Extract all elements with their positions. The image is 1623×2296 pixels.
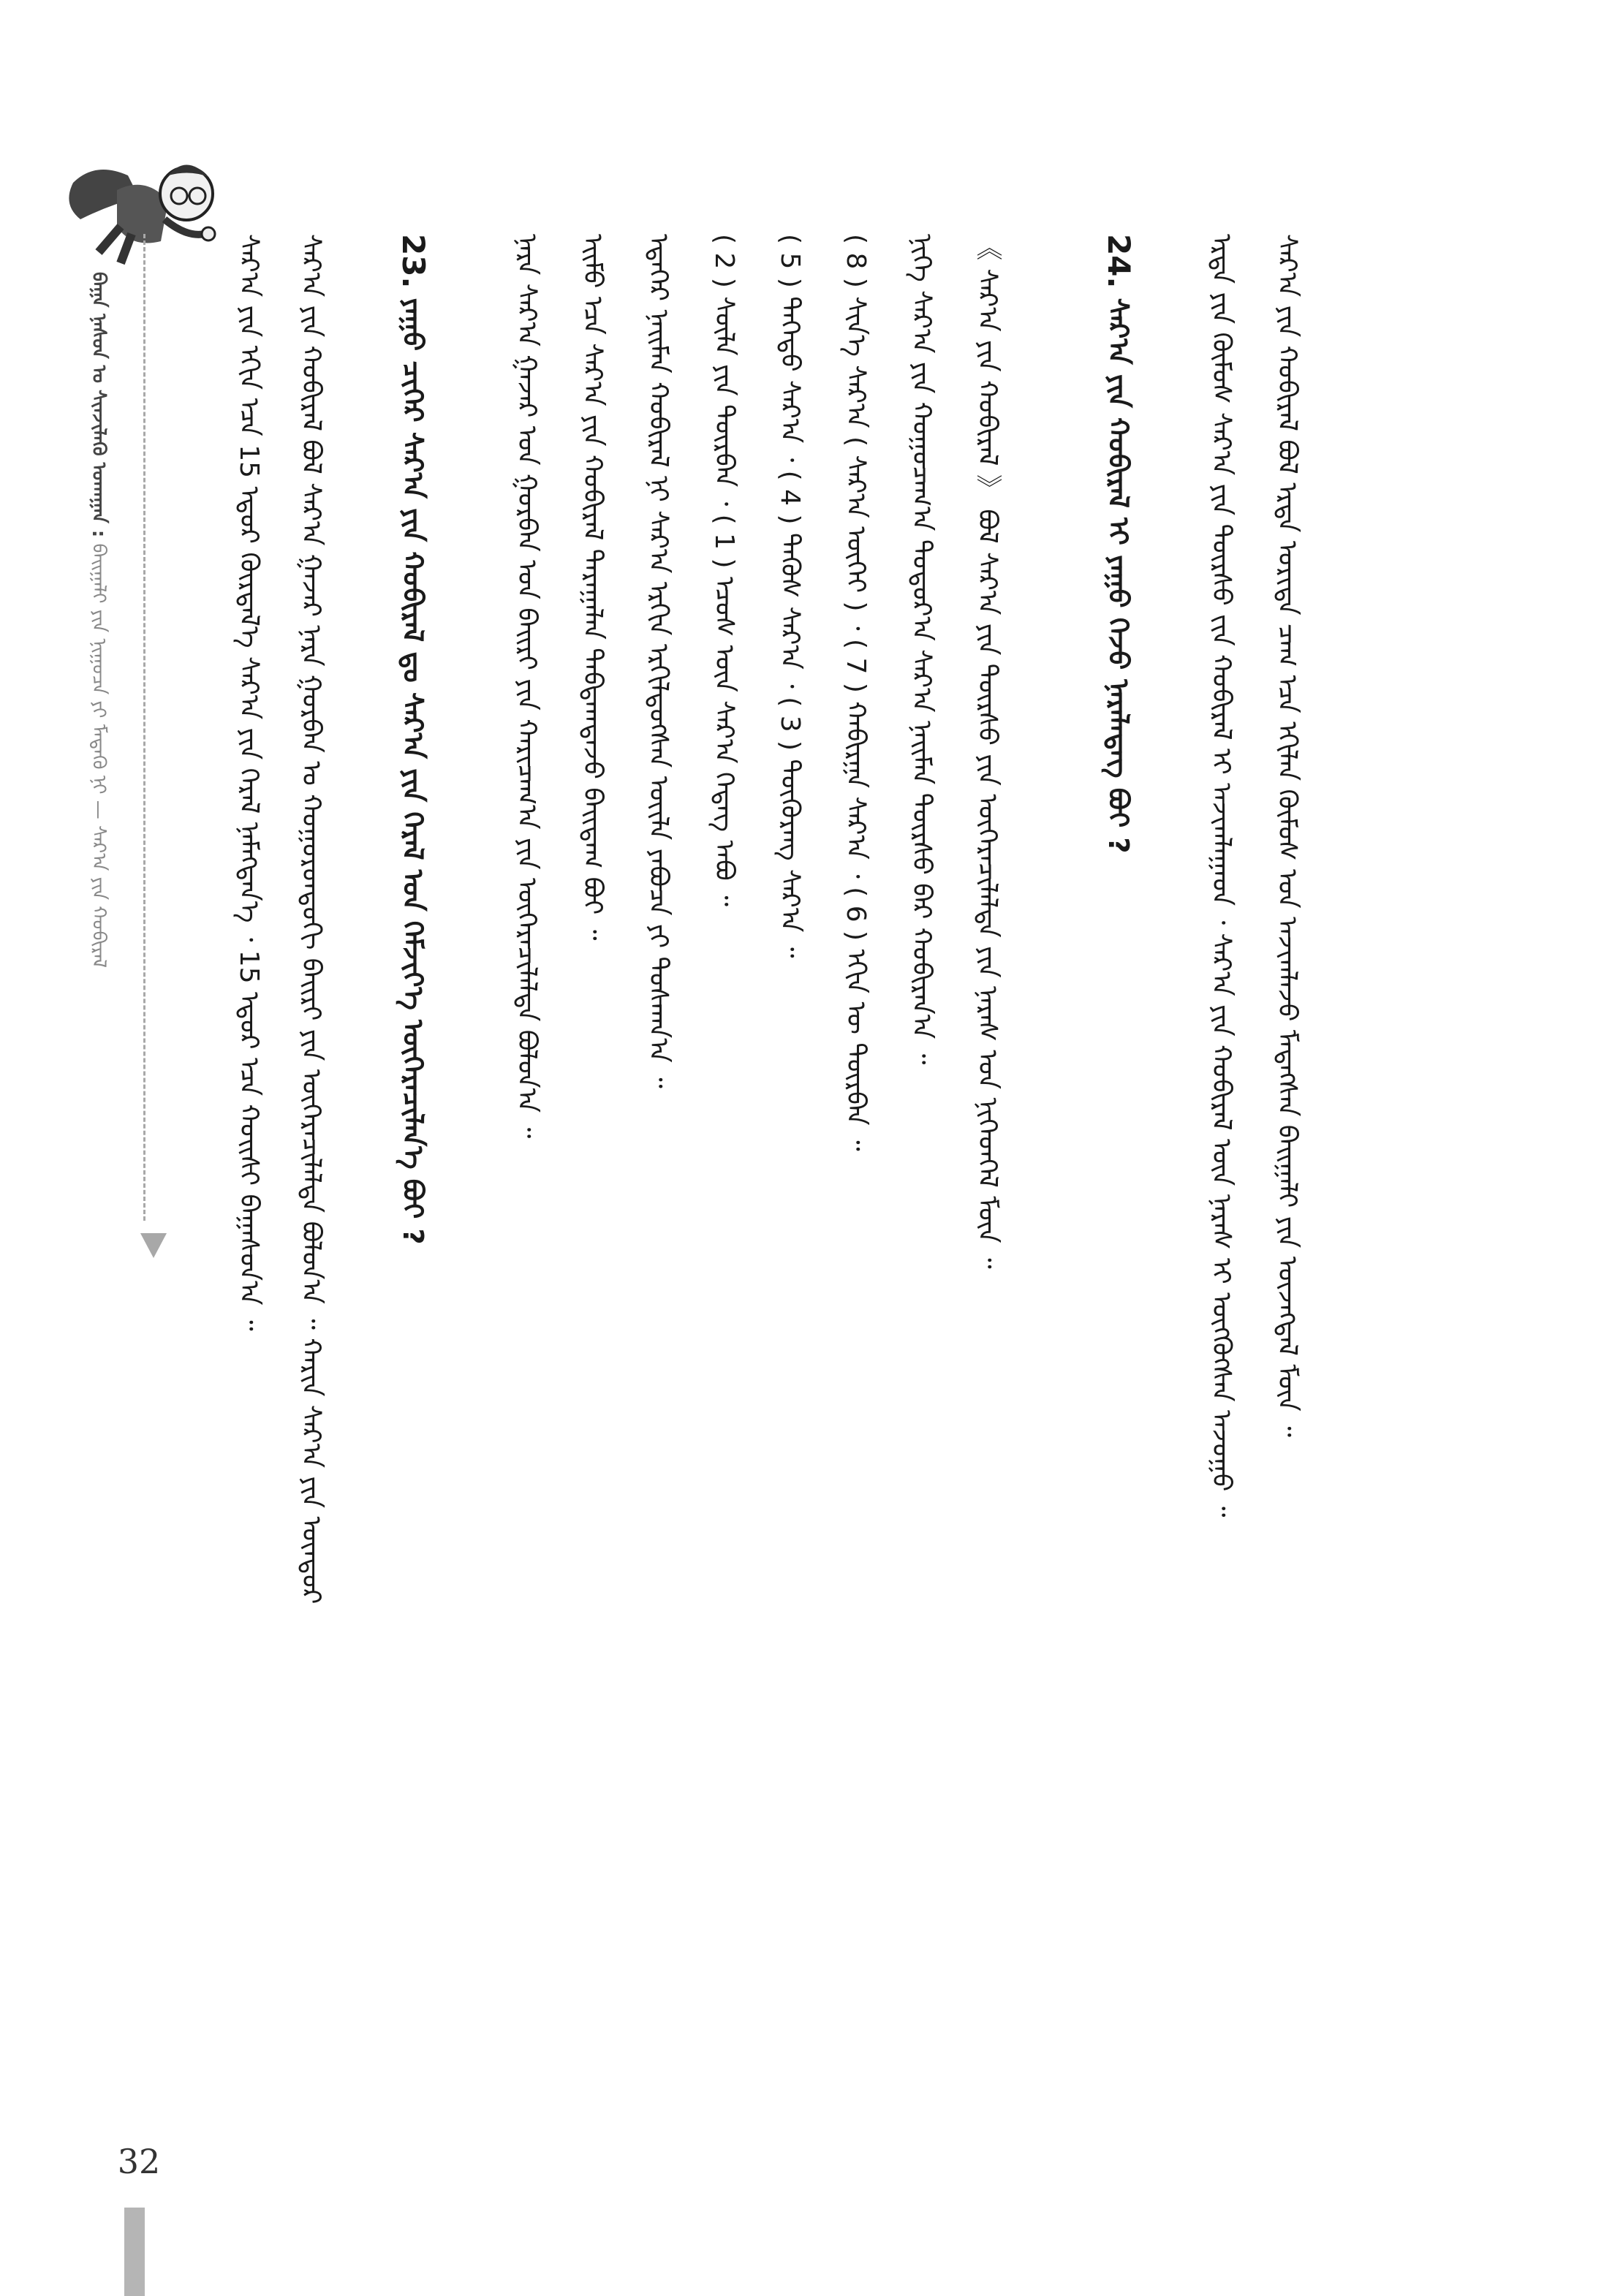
question-23	[391, 234, 435, 2281]
page-edge-tab	[124, 2208, 145, 2296]
chapter-title: ᠪᠠᠢᠭᠠᠯᠢ ᠶᠢᠨ ᠨᠢᠭᠤᠴᠠ ᠶᠢ ᠮᠡᠳᠡᠬᠦ ᠨᠢ — ᠰᠠᠷ᠎ᠠ ᠶᠢᠨ ᠬᠤᠪᠢᠷᠠᠯ	[88, 543, 110, 969]
question-23-text: ᠶᠠᠭᠤ ᠴᠢᠭᠡᠷ ᠰᠠᠷ᠎ᠠ ᠶᠢᠨ ᠬᠤᠪᠢᠷᠠᠯ ᠳᠤ ᠰᠠᠷ᠎ᠠ ᠶᠢᠨ ᠭᠡᠷᠡᠯ ᠤᠨ ᠬᠡᠮᠵᠢᠶ᠎ᠡ ᠥᠭᠡᠷᠡᠴᠢᠯᠡᠨ᠎ᠡ ᠪᠤᠢ ?	[397, 298, 429, 1245]
question-24-text: ᠰᠠᠷ᠎ᠠ ᠶᠢᠨ ᠬᠤᠪᠢᠷᠠᠯ ᠢ ᠶᠠᠭᠤ ᠭᠡᠵᠦ ᠨᠡᠷᠡᠯᠡᠳᠡᠭ ᠪᠤᠢ ?	[1102, 298, 1135, 854]
answer-24-col-5: ( 8 ) ᠰᠢᠨ᠎ᠡ ᠰᠠᠷ᠎ᠠ ( ᠰᠠᠷ᠎ᠠ ᠦᠭᠡᠢ ) ᠂ ( 7 ) ᠬᠠᠪᠢᠷᠭᠠ ᠰᠠᠷ᠎ᠠ ᠂ ( 6 ) ᠡᠬᠢᠨ ᠦ ᠳᠥᠷᠪᠡᠨ ᠃	[841, 234, 871, 1151]
header-divider	[143, 234, 145, 1221]
question-23-number: 23.	[396, 234, 431, 289]
answer-24-col-4: ᠨᠢᠭᠡ ᠰᠠᠷ᠎ᠠ ᠶᠢᠨ ᠬᠤᠭᠤᠴᠠᠭ᠎ᠠ ᠳᠤᠲᠤᠷ᠎ᠠ ᠰᠠᠷ᠎ᠠ ᠨᠠᠢᠮᠠᠨ ᠳᠦᠷᠰᠦ ᠪᠠᠷ ᠬᠤᠪᠢᠷᠠᠨ᠎ᠠ ᠃	[907, 234, 937, 1065]
answer-24-col-8: ᠡᠳᠡᠭᠡᠷ ᠨᠠᠢᠮᠠᠨ ᠬᠤᠪᠢᠷᠠᠯ ᠨᠢ ᠰᠠᠷ᠎ᠠ ᠡᠷᠬᠢᠨ ᠡᠷᠭᠢᠯᠳᠦᠭᠰᠡᠨ ᠦᠢᠯᠡ ᠶᠠᠪᠤᠴᠠ ᠶᠢ ᠲᠤᠰᠬᠠᠨ᠎ᠠ ᠃	[643, 234, 673, 1088]
answer-24-col-10: ᠨᠠᠷᠠ ᠰᠠᠷ᠎ᠠ ᠭᠠᠵᠠᠷ ᠤᠨ ᠭᠤᠷᠪᠠᠨ ᠤᠨ ᠪᠠᠢᠷᠢ ᠶᠢᠨ ᠬᠠᠷᠢᠴᠠᠭ᠎ᠠ ᠶᠢᠨ ᠥᠭᠡᠷᠡᠴᠢᠯᠡᠯᠲᠡ ᠪᠤᠯᠤᠨ᠎ᠠ ᠃	[512, 234, 542, 1139]
running-header	[82, 272, 118, 1295]
series-title: ᠪᠠᠭᠠ ᠨᠠᠰᠤᠨ ᠤ ᠰᠢᠨᠵᠢᠯᠡᠬᠦ ᠤᠬᠠᠭᠠᠨ :	[88, 272, 110, 538]
divider-arrow-icon	[140, 1233, 167, 1258]
question-24-number: 24.	[1101, 234, 1137, 289]
answer-24-col-3: 《 ᠰᠠᠷ᠎ᠠ ᠶᠢᠨ ᠬᠤᠪᠢᠷᠠᠯ 》 ᠪᠣᠯ ᠰᠠᠷ᠎ᠠ ᠶᠢᠨ ᠳᠦᠷᠰᠦ ᠶᠢᠨ ᠥᠭᠡᠷᠡᠴᠢᠯᠡᠯᠲᠡ ᠶᠢᠨ ᠨᠡᠷᠡᠰ ᠤᠨ ᠨᠢᠭᠡᠳᠬᠡᠯ ᠮᠥᠨ ᠃	[972, 234, 1002, 1269]
answer-23-col-2: ᠰᠠᠷ᠎ᠠ ᠶᠢᠨ ᠡᠬᠢᠨ ᠡᠴᠡ 15 ᠡᠳᠦᠷ ᠬᠦᠷᠲᠡᠯ᠎ᠡ ᠰᠠᠷ᠎ᠠ ᠶᠢᠨ ᠭᠡᠷᠡᠯ ᠨᠡᠮᠡᠭᠳᠡᠨ᠎ᠡ ᠂ 15 ᠡᠳᠦᠷ ᠡᠴᠡ ᠬᠣᠢᠰᠢ ᠪᠠᠭᠠᠰᠤᠨ᠎ᠠ ᠃	[234, 234, 264, 1331]
answer-24-col-7: ( 2 ) ᠰᠦᠯᠡ ᠶᠢᠨ ᠳᠥᠷᠪᠡᠨ ᠂ ( 1 ) ᠡᠴᠦᠰ ᠦᠨ ᠰᠠᠷ᠎ᠠ ᠭᠡᠳᠡᠭ ᠠᠪᠤ ᠃	[709, 234, 739, 906]
answer-24-col-2: ᠡᠷᠲᠡ ᠶᠢᠨ ᠬᠦᠮᠦᠰ ᠰᠠᠷ᠎ᠠ ᠶᠢᠨ ᠳᠦᠷᠰᠦ ᠵᠢᠨ ᠬᠤᠪᠢᠷᠠᠯ ᠢ ᠠᠵᠢᠭᠯᠠᠭᠠᠳ ᠂ ᠰᠠᠷ᠎ᠠ ᠶᠢᠨ ᠬᠤᠪᠢᠷᠠᠯ ᠦᠨ ᠨᠡᠷᠡᠰ ᠢ ᠥᠭᠭᠦᠭᠰᠡᠨ ᠠᠵᠤᠭᠤ ᠃	[1206, 234, 1236, 1518]
answer-23-col-1: ᠰᠠᠷ᠎ᠠ ᠶᠢᠨ ᠬᠤᠪᠢᠷᠠᠯ ᠪᠣᠯ ᠰᠠᠷ᠎ᠠ ᠭᠠᠵᠠᠷ ᠨᠠᠷᠠ ᠭᠤᠷᠪᠠᠨ ᠤ ᠬᠤᠭᠤᠷᠤᠨᠳᠤᠬᠢ ᠪᠠᠢᠷᠢ ᠶᠢᠨ ᠥᠭᠡᠷᠡᠴᠢᠯᠡᠯᠲᠡ ᠪᠤᠯᠤᠨ᠎ᠠ ᠃ ᠬᠠᠷᠢᠨ ᠰᠠᠷ᠎ᠠ ᠶᠢᠨ ᠦᠨᠳᠦᠷ	[296, 234, 326, 1604]
answer-24-col-1: ᠰᠠᠷ᠎ᠠ ᠶᠢᠨ ᠬᠤᠪᠢᠷᠠᠯ ᠪᠣᠯ ᠡᠷᠲᠡ ᠤᠷᠢᠳᠠ ᠴᠠᠭ ᠡᠴᠡ ᠡᠬᠢᠯᠡᠨ ᠬᠦᠮᠦᠰ ᠤᠨ ᠠᠵᠢᠭᠯᠠᠵᠤ ᠮᠡᠳᠡᠭᠰᠡᠨ ᠪᠠᠢᠭᠠᠯᠢ ᠶᠢᠨ ᠦᠵᠡᠭᠳᠡᠯ ᠮᠥᠨ ᠃	[1272, 234, 1302, 1437]
answer-24-col-9: ᠡᠢᠮᠤ ᠡᠴᠡ ᠰᠠᠷ᠎ᠠ ᠶᠢᠨ ᠬᠤᠪᠢᠷᠠᠯ ᠳᠠᠷᠠᠭᠠᠯᠠᠨ ᠳᠠᠪᠲᠠᠭᠳᠠᠵᠤ ᠪᠠᠢᠳᠠᠭ ᠪᠤᠢ ᠃	[578, 234, 608, 941]
answer-24-col-6: ( 5 ) ᠳᠡᠭᠡᠳᠦ ᠰᠠᠷ᠎ᠠ ᠂ ( 4 ) ᠲᠡᠭᠦᠰ ᠰᠠᠷ᠎ᠠ ᠂ ( 3 ) ᠳᠦᠭᠦᠷᠡᠩ ᠰᠠᠷ᠎ᠠ ᠃	[775, 234, 805, 958]
reading-boy-mascot-icon	[58, 132, 227, 270]
question-24	[1097, 234, 1140, 2281]
page-number: 32	[117, 2142, 161, 2181]
